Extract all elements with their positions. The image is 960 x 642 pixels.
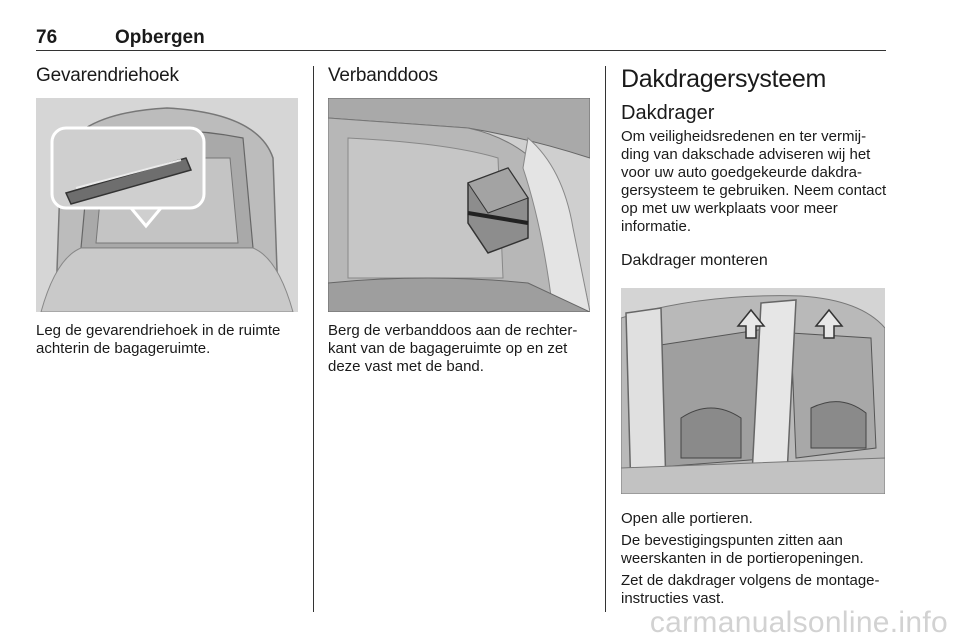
figure-hazard-triangle [36,98,298,312]
column-roof-rack-steps [621,510,889,608]
watermark-text: carmanualsonline.info [649,606,948,639]
header-rule [36,50,886,51]
paragraph-hazard-triangle: Leg de gevarendriehoek in de ruimte achterin de bagageruimte. [36,322,281,357]
column-first-aid-text [328,322,598,376]
section-heading-hazard-triangle: Gevarendriehoek [36,65,179,86]
column-roof-rack [621,62,889,272]
figure-roof-rack-mounting [621,288,885,494]
paragraph-step-open-doors: Open alle portieren. [621,510,753,527]
paragraph-first-aid: Berg de verbanddoos aan de rechter-kant van de bagageruimte op en zet deze vast met de band. [328,322,578,375]
page-header [36,27,886,51]
paragraph-step-fasten: Zet de dakdrager volgens de montage-instructies vast. [621,572,880,607]
figure-first-aid-kit [328,98,590,312]
paragraph-step-mounting-points: De bevestigingspunten zitten aan weerskanten in de portieropeningen. [621,532,864,567]
page-number: 76 [36,27,58,48]
column-hazard-text [36,322,304,358]
subheading-mount-roof-rack: Dakdrager monteren [621,252,768,269]
paragraph-roof-rack-intro: Om veiligheidsredenen en ter vermij-ding van dakschade adviseren wij het voor uw auto goedgekeurde dakdra-gersysteem te gebruiken. Neem contact op met uw werkplaats voor meer informatie. [621,128,887,235]
column-hazard-triangle [36,62,298,90]
column-divider-1 [313,66,314,612]
subheading-roof-rack: Dakdrager [621,102,715,124]
chapter-title: Opbergen [115,27,205,48]
section-heading-roof-rack-system: Dakdragersysteem [621,65,827,93]
column-first-aid [328,62,590,90]
section-heading-first-aid: Verbanddoos [328,65,438,86]
column-divider-2 [605,66,606,612]
